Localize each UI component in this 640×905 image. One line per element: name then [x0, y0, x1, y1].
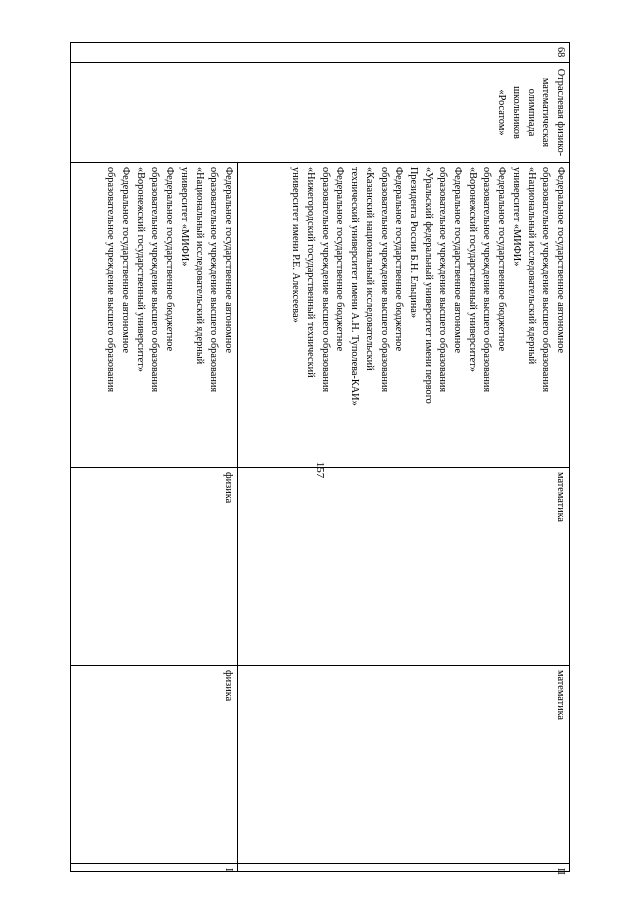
row-number: 68 [71, 43, 570, 63]
organizations-cell [238, 163, 570, 468]
organization-line: «Воронежский государственный университет» [134, 167, 146, 372]
level-cell: II [238, 864, 570, 872]
organization-line: технический университет имени А.Н. Туполева-КАИ» [349, 167, 361, 406]
organization-line: Федеральное государственное бюджетное [496, 167, 508, 352]
organization-line: университет имени Р.Е. Алексеева» [290, 167, 302, 323]
organization-line: образовательное учреждение высшего образования [208, 167, 220, 393]
organizations-cell [71, 163, 238, 468]
olympiad-table [70, 42, 570, 875]
organization-line: образовательное учреждение высшего образования [105, 167, 117, 393]
organization-line: «Воронежский государственный университет» [466, 167, 478, 372]
organization-line: «Национальный исследовательский ядерный [525, 167, 537, 365]
profile-cell: физика [71, 468, 238, 666]
organization-line: университет «МИФИ» [510, 167, 522, 267]
subject-cell: физика [71, 666, 238, 864]
table-row [238, 43, 570, 872]
page-number: 157 [314, 461, 326, 479]
organization-line: «Казанский национальный исследовательский [363, 167, 375, 371]
organization-line: Федеральное государственное автономное [452, 167, 464, 354]
organization-line: «Уральский федеральный университет имени первого [422, 167, 434, 404]
organization-line: Федеральное государственное бюджетное [164, 167, 176, 352]
organization-line: Федеральное государственное автономное [120, 167, 132, 354]
organization-line: образовательное учреждение высшего образования [378, 167, 390, 393]
organization-line: «Национальный исследовательский ядерный [193, 167, 205, 365]
organization-line: Федеральное государственное автономное [223, 167, 234, 354]
organization-line: университет «МИФИ» [178, 167, 190, 267]
organization-line: образовательное учреждение высшего образования [149, 167, 161, 393]
table-row [71, 43, 238, 872]
organization-line: Федеральное государственное бюджетное [334, 167, 346, 352]
olympiad-name: Отраслевая физико-математическая олимпиада школьников «Росатом» [71, 63, 570, 163]
organization-line: «Нижегородский государственный технический [305, 167, 317, 378]
profile-cell: математика [238, 468, 570, 666]
level-cell: I [71, 864, 238, 872]
organization-line: образовательное учреждение высшего образования [437, 167, 449, 393]
subject-cell: математика [238, 666, 570, 864]
organization-line: Федеральное государственное бюджетное [393, 167, 405, 352]
organization-line: образовательное учреждение высшего образования [540, 167, 552, 393]
organization-line: образовательное учреждение высшего образования [319, 167, 331, 393]
organization-line: Федеральное государственное автономное [555, 167, 566, 354]
organization-line: Президента России Б.Н. Ельцина» [407, 167, 419, 319]
organization-line: образовательное учреждение высшего образования [481, 167, 493, 393]
rotated-table-wrapper [70, 42, 570, 875]
